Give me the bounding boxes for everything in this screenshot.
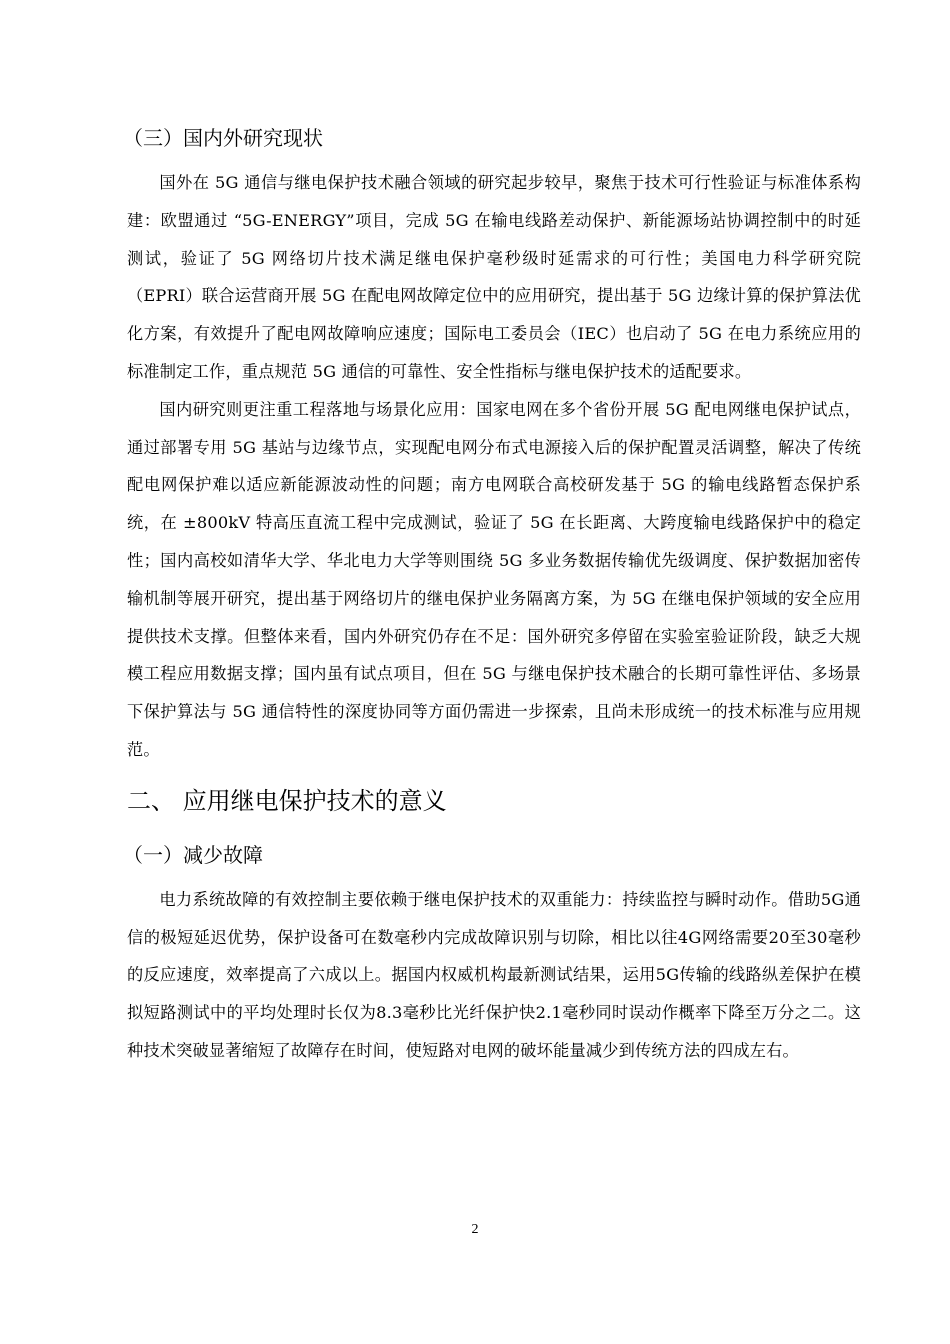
- paragraph-reduce-faults: 电力系统故障的有效控制主要依赖于继电保护技术的双重能力：持续监控与瞬时动作。借助5G通信的极短延迟优势，保护设备可在数毫秒内完成故障识别与切除，相比以往4G网络需要20至30毫秒的反应速度，效率提高了六成以上。据国内权威机构最新测试结果，运用5G传输的线路纵差保护在模拟短路测试中的平均处理时长仅为8.3毫秒比光纤保护快2.1毫秒同时误动作概率下降至万分之二。这种技术突破显著缩短了故障存在时间，使短路对电网的破坏能量减少到传统方法的四成左右。: [127, 889, 861, 1060]
- paragraph-foreign-research: 国外在 5G 通信与继电保护技术融合领域的研究起步较早，聚焦于技术可行性验证与标准体系构建：欧盟通过 “5G-ENERGY”项目，完成 5G 在输电线路差动保护、新能源场站协调控制中的时延测试，验证了 5G 网络切片技术满足继电保护毫秒级时延需求的可行性；美国电力科学研究院（EPRI）联合运营商开展 5G 在配电网故障定位中的应用研究，提出基于 5G 边缘计算的保护算法优化方案，有效提升了配电网故障响应速度；国际电工委员会（IEC）也启动了 5G 在电力系统应用的标准制定工作，重点规范 5G 通信的可靠性、安全性指标与继电保护技术的适配要求。: [127, 173, 861, 381]
- page-number: 2: [471, 1222, 479, 1237]
- section-heading-reduce-faults: （一）减少故障: [123, 842, 263, 867]
- page-content: [123, 118, 861, 1070]
- section-heading-research-status: （三）国内外研究现状: [123, 126, 323, 150]
- paragraph-domestic-research: 国内研究则更注重工程落地与场景化应用：国家电网在多个省份开展 5G 配电网继电保护试点，通过部署专用 5G 基站与边缘节点，实现配电网分布式电源接入后的保护配置灵活调整，解决了传统配电网保护难以适应新能源波动性的问题；南方电网联合高校研发基于 5G 的输电线路暂态保护系统，在 ±800kV 特高压直流工程中完成测试，验证了 5G 在长距离、大跨度输电线路保护中的稳定性；国内高校如清华大学、华北电力大学等则围绕 5G 多业务数据传输优先级调度、保护数据加密传输机制等展开研究，提出基于网络切片的继电保护业务隔离方案，为 5G 在继电保护领域的安全应用提供技术支撑。但整体来看，国内外研究仍存在不足：国外研究多停留在实验室验证阶段，缺乏大规模工程应用数据支撑；国内虽有试点项目，但在 5G 与继电保护技术融合的长期可靠性评估、多场景下保护算法与 5G 通信特性的深度协同等方面仍需进一步探索，且尚未形成统一的技术标准与应用规范。: [127, 399, 861, 759]
- chapter-heading-significance: 二、 应用继电保护技术的意义: [127, 786, 447, 815]
